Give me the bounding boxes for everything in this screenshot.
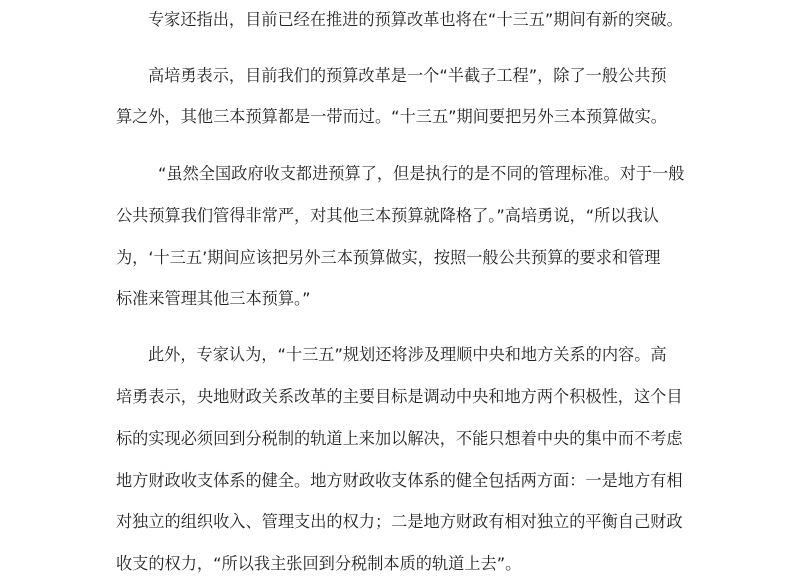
paragraph-line: 标的实现必须回到分税制的轨道上来加以解决，不能只想着中央的集中而不考虑 xyxy=(116,429,683,448)
paragraph-line: 此外，专家认为，“十三五”规划还将涉及理顺中央和地方关系的内容。高 xyxy=(148,345,667,364)
paragraph-line: 地方财政收支体系的健全。地方财政收支体系的健全包括两方面：一是地方有相 xyxy=(116,471,683,490)
paragraph-line: 为，‘十三五’期间应该把另外三本预算做实，按照一般公共预算的要求和管理 xyxy=(116,248,661,267)
paragraph-line: 培勇表示，央地财政关系改革的主要目标是调动中央和地方两个积极性，这个目 xyxy=(116,387,683,406)
paragraph-line: 算之外，其他三本预算都是一带而过。“十三五”期间要把另外三本预算做实。 xyxy=(116,107,667,126)
paragraph-line: 公共预算我们管得非常严，对其他三本预算就降格了。”高培勇说，“所以我认 xyxy=(116,206,659,225)
paragraph-line: 收支的权力，“所以我主张回到分税制本质的轨道上去”。 xyxy=(116,554,522,573)
paragraph-line: “虽然全国政府收支都进预算了，但是执行的是不同的管理标准。对于一般 xyxy=(158,164,685,183)
paragraph-line: 对独立的组织收入、管理支出的权力；二是地方财政有相对独立的平衡自己财政 xyxy=(116,512,683,531)
paragraph-line: 专家还指出，目前已经在推进的预算改革也将在“十三五”期间有新的突破。 xyxy=(148,10,683,29)
paragraph-line: 高培勇表示，目前我们的预算改革是一个“半截子工程”，除了一般公共预 xyxy=(148,66,667,85)
paragraph-line: 标准来管理其他三本预算。” xyxy=(116,289,311,308)
